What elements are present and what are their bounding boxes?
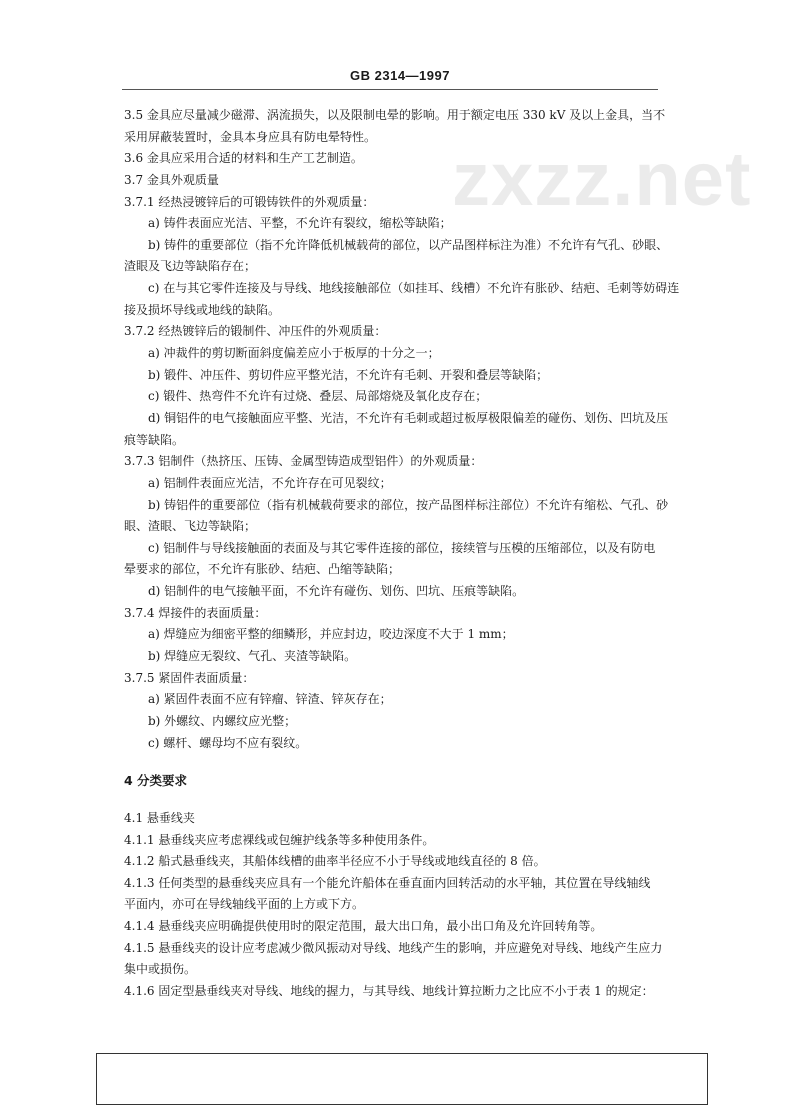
spacer [124, 754, 664, 770]
text-line: 3.7.1 经热浸镀锌后的可锻铸铁件的外观质量： [124, 194, 375, 209]
section-heading: 4 分类要求 [124, 773, 188, 789]
text-line: 痕等缺陷。 [124, 432, 185, 447]
text-line: a) 紧固件表面不应有锌瘤、锌渣、锌灰存在； [148, 692, 392, 707]
text-line: a) 焊缝应为细密平整的细鳞形，并应封边，咬边深度不大于 1 mm； [148, 627, 514, 642]
watermark: zxzz.net [452, 137, 752, 222]
text-line: 接及损坏导线或地线的缺陷。 [124, 302, 281, 317]
text-line: 4.1.4 悬垂线夹应明确提供使用时的限定范围，最大出口角，最小出口角及允许回转角等。 [124, 919, 603, 934]
text-line: a) 铝制件表面应光洁，不允许存在可见裂纹； [148, 475, 392, 490]
text-line: d) 铝制件的电气接触平面，不允许有碰伤、划伤、凹坑、压痕等缺陷。 [148, 584, 525, 599]
document-body [124, 105, 680, 1003]
text-line: a) 铸件表面应光洁、平整，不允许有裂纹，缩松等缺陷； [148, 216, 452, 231]
text-line: 采用屏蔽装置时，金具本身应具有防电晕特性。 [124, 129, 377, 144]
text-line: 眼、渣眼、飞边等缺陷； [124, 519, 257, 534]
text-line: 3.5 金具应尽量减少磁滞、涡流损失，以及限制电晕的影响。用于额定电压 330 kV 及以上金具，当不 [124, 108, 666, 122]
text-line: 3.7 金具外观质量 [124, 172, 219, 187]
text-line: 3.7.2 经热镀锌后的锻制件、冲压件的外观质量： [124, 324, 387, 339]
text-line: 3.6 金具应采用合适的材料和生产工艺制造。 [124, 151, 363, 166]
spacer [124, 792, 664, 808]
text-line: 平面内，亦可在导线轴线平面的上方或下方。 [124, 897, 365, 912]
section-4-text [124, 808, 664, 1003]
page-header: GB 2314—1997 [350, 68, 450, 83]
text-line: 3.7.4 焊接件的表面质量： [124, 605, 267, 620]
text-line: 渣眼及飞边等缺陷存在； [124, 259, 257, 274]
text-line: a) 冲裁件的剪切断面斜度偏差应小于板厚的十分之一； [148, 346, 440, 361]
text-line: 4.1.5 悬垂线夹的设计应考虑减少微风振动对导线、地线产生的影响，并应避免对导线、地线产生应力 [124, 940, 663, 955]
text-line: 4.1.2 船式悬垂线夹，其船体线槽的曲率半径应不小于导线或地线直径的 8 倍。 [124, 854, 546, 869]
text-line: b) 焊缝应无裂纹、气孔、夹渣等缺陷。 [148, 649, 357, 664]
text-line: 4.1.3 任何类型的悬垂线夹应具有一个能允许船体在垂直面内回转活动的水平轴，其位置在导线轴线 [124, 875, 651, 890]
text-line: 集中或损伤。 [124, 962, 197, 977]
text-line: d) 铜铝件的电气接触面应平整、光洁，不允许有毛刺或超过板厚极限偏差的碰伤、划伤、凹坑及压 [148, 410, 669, 425]
text-line: b) 铸件的重要部位（指不允许降低机械载荷的部位，以产品图样标注为准）不允许有气孔、砂眼、 [148, 237, 669, 252]
text-line: c) 螺杆、螺母均不应有裂纹。 [148, 735, 308, 750]
text-line: c) 铝制件与导线接触面的表面及与其它零件连接的部位，接续管与压模的压缩部位，以及有防电 [148, 540, 656, 555]
text-line: 晕要求的部位，不允许有胀砂、结疤、凸缩等缺陷； [124, 562, 401, 577]
text-line: b) 铸铝件的重要部位（指有机械载荷要求的部位，按产品图样标注部位）不允许有缩松、气孔、砂 [148, 497, 669, 512]
text-line: 3.7.5 紧固件表面质量： [124, 670, 255, 685]
text-line: c) 锻件、热弯件不允许有过烧、叠层、局部熔烧及氧化皮存在； [148, 389, 488, 404]
text-line: 3.7.3 铝制件（热挤压、压铸、金属型铸造成型铝件）的外观质量： [124, 454, 483, 469]
text-line: 4.1.6 固定型悬垂线夹对导线、地线的握力，与其导线、地线计算拉断力之比应不小于表 1 的规定： [124, 983, 654, 998]
table-frame [96, 1053, 708, 1105]
text-line: b) 锻件、冲压件、剪切件应平整光洁，不允许有毛刺、开裂和叠层等缺陷； [148, 367, 549, 382]
text-line: c) 在与其它零件连接及与导线、地线接触部位（如挂耳、线槽）不允许有胀砂、结疤、毛刺等妨碍连 [148, 281, 680, 296]
text-line: b) 外螺纹、内螺纹应光整； [148, 713, 297, 728]
header-rule [122, 89, 658, 90]
section-3-text [124, 105, 680, 754]
text-line: 4.1.1 悬垂线夹应考虑裸线或包缠护线条等多种使用条件。 [124, 832, 435, 847]
text-line: 4.1 悬垂线夹 [124, 810, 195, 825]
